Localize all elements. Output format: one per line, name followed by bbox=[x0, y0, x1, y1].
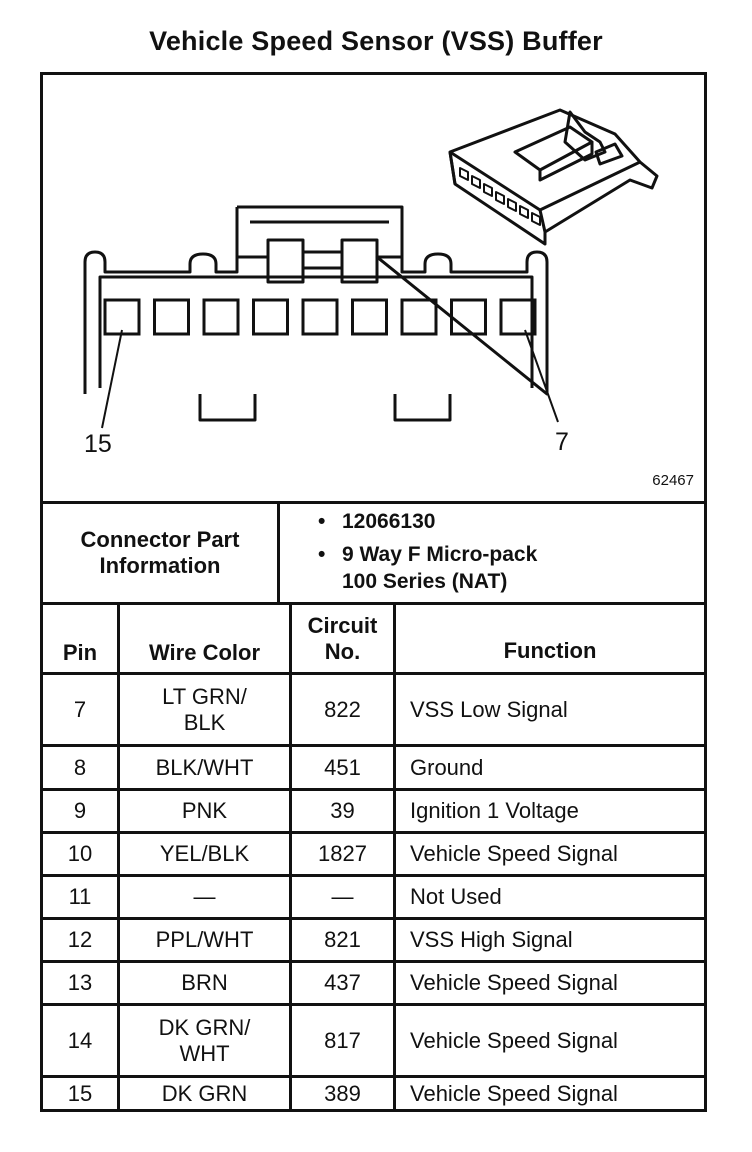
connector-series: 100 Series (NAT) bbox=[342, 570, 508, 593]
callout-leader-left bbox=[102, 330, 122, 428]
pin-callout-7: 7 bbox=[555, 428, 569, 456]
cell-pin: 15 bbox=[67, 1081, 93, 1106]
cell-pin: 11 bbox=[68, 884, 92, 909]
cell-circuit: 817 bbox=[324, 1027, 361, 1053]
divider-info-vertical bbox=[277, 501, 280, 605]
cell-wire-color bbox=[120, 1006, 289, 1075]
cell-function: Not Used bbox=[410, 884, 502, 909]
figure-id: 62467 bbox=[652, 472, 694, 489]
connector-info-label-line1: Connector Part bbox=[80, 527, 240, 552]
cell-pin: 12 bbox=[67, 927, 93, 952]
pin-cavity bbox=[402, 300, 436, 334]
wire-color-line2: BLK bbox=[183, 709, 226, 735]
cell-circuit: 389 bbox=[324, 1081, 361, 1106]
pin-cavity bbox=[155, 300, 189, 334]
cell-pin: 13 bbox=[67, 970, 93, 995]
page-title: Vehicle Speed Sensor (VSS) Buffer bbox=[149, 26, 603, 56]
cell-wire-color: BLK/WHT bbox=[155, 754, 254, 780]
cell-function: Vehicle Speed Signal bbox=[410, 841, 618, 866]
pin-cavity bbox=[303, 300, 337, 334]
header-circuit-no bbox=[292, 605, 393, 672]
connector-isometric-view bbox=[450, 110, 657, 244]
connector-info-list bbox=[318, 508, 537, 595]
cell-function: Vehicle Speed Signal bbox=[410, 1027, 618, 1053]
cell-function: Ignition 1 Voltage bbox=[410, 798, 579, 823]
connector-info-label bbox=[43, 504, 277, 602]
cell-wire-color: DK GRN bbox=[161, 1081, 248, 1106]
pin-cavity bbox=[501, 300, 535, 334]
cell-circuit: 821 bbox=[324, 927, 361, 952]
header-wire-color: Wire Color bbox=[148, 640, 261, 665]
cell-circuit: — bbox=[331, 884, 354, 909]
cell-wire-color: YEL/BLK bbox=[159, 841, 250, 866]
cell-function: Vehicle Speed Signal bbox=[410, 1081, 618, 1106]
wire-color-line1: DK GRN/ bbox=[158, 1014, 251, 1040]
cell-circuit: 1827 bbox=[318, 841, 367, 866]
connector-info-label-line2: Information bbox=[99, 553, 221, 578]
cell-function: Ground bbox=[410, 754, 484, 780]
cell-wire-color bbox=[120, 675, 289, 744]
cell-circuit: 437 bbox=[324, 970, 361, 995]
cell-pin: 7 bbox=[73, 696, 87, 722]
wire-color-line1: LT GRN/ bbox=[162, 683, 247, 709]
cell-wire-color: — bbox=[193, 884, 216, 909]
cell-wire-color: PNK bbox=[181, 798, 228, 823]
cell-function: Vehicle Speed Signal bbox=[410, 970, 618, 995]
cell-function: VSS Low Signal bbox=[410, 696, 568, 722]
header-pin: Pin bbox=[62, 640, 98, 665]
pin-callout-15: 15 bbox=[84, 430, 112, 458]
cell-pin: 9 bbox=[73, 798, 87, 823]
connector-part-number: • 12066130 bbox=[318, 508, 537, 535]
cell-pin: 10 bbox=[67, 841, 93, 866]
cell-wire-color: BRN bbox=[181, 970, 228, 995]
cell-wire-color: PPL/WHT bbox=[155, 927, 254, 952]
header-circuit-line2: No. bbox=[324, 638, 361, 664]
pin-cavity bbox=[204, 300, 238, 334]
cell-circuit: 822 bbox=[324, 696, 361, 722]
pin-cavity bbox=[105, 300, 139, 334]
connector-type: • 9 Way F Micro-pack bbox=[318, 541, 537, 568]
header-function: Function bbox=[503, 637, 597, 663]
cell-pin: 14 bbox=[67, 1027, 93, 1053]
callout-leader-right bbox=[525, 330, 558, 422]
cell-function: VSS High Signal bbox=[410, 927, 573, 952]
header-circuit-line1: Circuit bbox=[307, 612, 378, 638]
pin-cavity bbox=[353, 300, 387, 334]
cell-pin: 8 bbox=[73, 754, 87, 780]
connector-diagram bbox=[40, 72, 707, 502]
cell-circuit: 39 bbox=[330, 798, 355, 823]
wire-color-line2: WHT bbox=[179, 1040, 230, 1066]
pin-cavity bbox=[254, 300, 288, 334]
cell-circuit: 451 bbox=[324, 754, 361, 780]
